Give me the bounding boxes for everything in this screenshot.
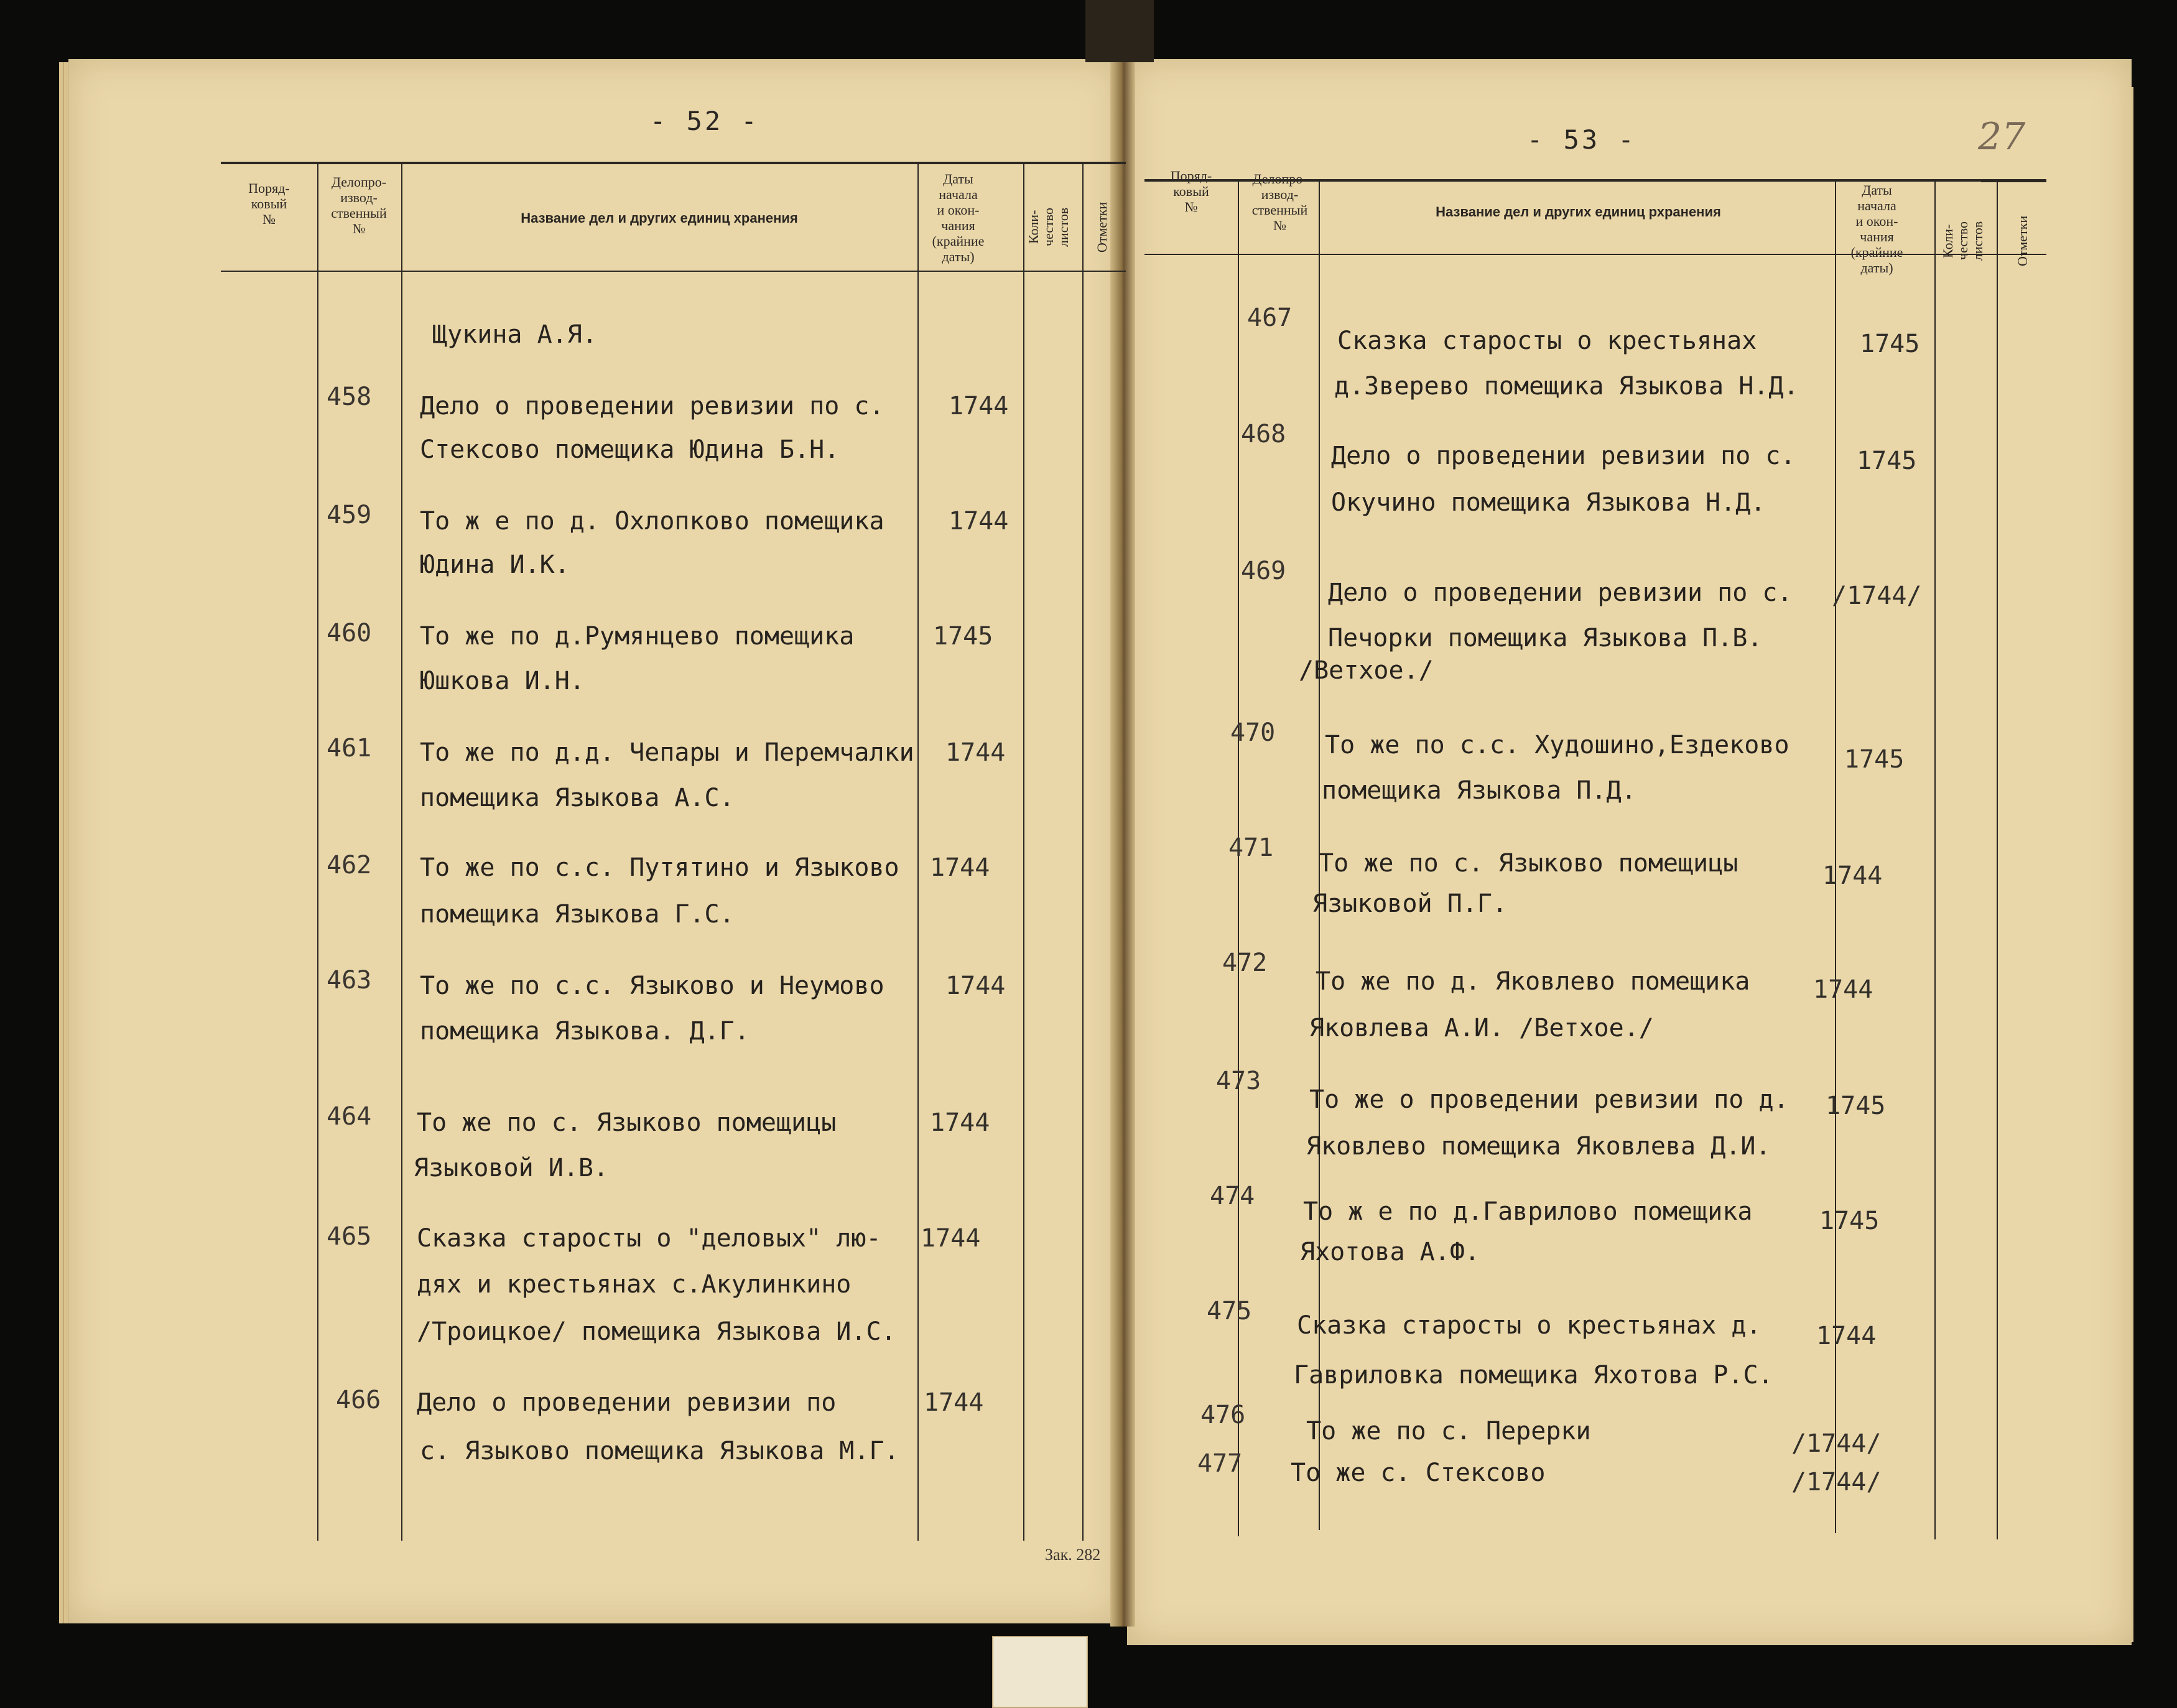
entry-number: 459 <box>327 501 372 529</box>
entry-line: Щукина А.Я. <box>432 320 597 349</box>
entry-line: Стексово помещика Юдина Б.Н. <box>420 435 840 464</box>
entry-number: 463 <box>327 966 372 995</box>
right-col-dates: Даты начала и окон- чания (крайние даты) <box>1850 182 1903 276</box>
entry-line: Яхотова А.Ф. <box>1300 1238 1480 1266</box>
right-divider-5 <box>1997 180 1998 1539</box>
entry-line: То же по с. Языково помещицы <box>1319 849 1738 878</box>
folio-number: 27 <box>1978 115 2026 159</box>
entry-line: То ж е по д.Гаврилово помещика <box>1303 1197 1753 1226</box>
entry-year: 1745 <box>1857 447 1917 475</box>
entry-line: Печорки помещика Языкова П.В. <box>1328 624 1763 652</box>
entry-line: Дело о проведении ревизии по с. <box>1328 578 1793 607</box>
entry-line: То же по с.с. Худошино,Ездеково <box>1325 731 1789 759</box>
entry-year: 1745 <box>1860 330 1920 358</box>
entry-line: То ж е по д. Охлопково помещика <box>420 507 884 536</box>
entry-year: /1744/ <box>1791 1429 1882 1458</box>
entry-line: Гавриловка помещика Яхотова Р.С. <box>1294 1361 1773 1390</box>
entry-year: 1744 <box>949 507 1009 536</box>
right-header-top-rule-end <box>1981 180 2046 182</box>
entry-line: То же о проведении ревизии по д. <box>1309 1085 1789 1114</box>
right-col-notes: Отметки <box>2015 215 2030 267</box>
entry-line: Сказка старосты о "деловых" лю- <box>417 1224 881 1253</box>
entry-number: 461 <box>327 734 372 763</box>
entry-year: 1745 <box>1819 1207 1880 1235</box>
left-page-number: - 52 - <box>650 106 759 136</box>
entry-year: 1744 <box>949 392 1009 420</box>
entry-line: Юдина И.К. <box>420 550 570 579</box>
entry-line: Языковой И.В. <box>414 1154 609 1182</box>
entry-number: 469 <box>1241 557 1286 585</box>
entry-line: Дело о проведении ревизии по <box>417 1388 837 1417</box>
left-col-dates: Даты начала и окон- чания (крайние даты) <box>932 171 985 264</box>
entry-number: 467 <box>1247 304 1293 332</box>
entry-year: /1744/ <box>1791 1468 1882 1497</box>
left-divider-5 <box>1082 163 1084 1541</box>
left-header-top-rule <box>221 162 1126 164</box>
paper-tab <box>992 1636 1088 1708</box>
left-col-office-no: Делопро- извод- ственный № <box>331 174 387 236</box>
entry-number: 460 <box>327 619 372 647</box>
entry-line: То же по с.с. Путятино и Языково <box>420 853 899 882</box>
entry-line: Языковой П.Г. <box>1312 889 1508 918</box>
entry-number: 458 <box>327 383 372 411</box>
left-col-order-no: Поряд- ковый № <box>248 180 290 227</box>
entry-number: 470 <box>1230 718 1276 747</box>
entry-year: /1744/ <box>1832 582 1922 610</box>
entry-line: То же по д.д. Чепары и Перемчалки <box>420 738 914 767</box>
entry-year: 1745 <box>1826 1092 1886 1120</box>
left-divider-4 <box>1023 163 1024 1541</box>
entry-line: Юшкова И.Н. <box>420 667 585 695</box>
entry-year: 1744 <box>1816 1322 1877 1350</box>
entry-line: помещика Языкова А.С. <box>420 784 735 812</box>
left-col-sheets: Коли- чество листов <box>1026 207 1071 247</box>
left-header-bottom-rule <box>221 271 1126 272</box>
right-divider-4 <box>1934 180 1936 1539</box>
entry-number: 462 <box>327 851 372 880</box>
entry-number: 474 <box>1210 1182 1255 1210</box>
entry-line: То же по с.с. Языково и Неумово <box>420 972 884 1000</box>
right-col-title: Название дел и других единиц рхранения <box>1436 204 1721 220</box>
entry-line: Сказка старосты о крестьянах <box>1337 327 1757 355</box>
binding-clip <box>1085 0 1154 62</box>
entry-year: 1744 <box>945 738 1006 767</box>
entry-number: 468 <box>1241 420 1286 448</box>
right-col-order-no: Поряд- ковый № <box>1170 168 1212 215</box>
entry-number: 473 <box>1216 1067 1261 1095</box>
right-page-number: - 53 - <box>1527 124 1636 155</box>
entry-year: 1744 <box>924 1388 984 1417</box>
entry-line: То же по с. Языково помещицы <box>417 1108 837 1137</box>
entry-number: 477 <box>1197 1449 1243 1478</box>
entry-line: Окучино помещика Языкова Н.Д. <box>1331 488 1766 517</box>
entry-line: Дело о проведении ревизии по с. <box>1331 442 1796 470</box>
entry-year: 1744 <box>1813 975 1873 1004</box>
entry-year: 1744 <box>1822 861 1883 890</box>
entry-line: Дело о проведении ревизии по с. <box>420 392 884 420</box>
left-divider-3 <box>917 163 919 1541</box>
entry-line: помещика Языкова П.Д. <box>1322 776 1636 805</box>
book-gutter <box>1110 59 1135 1627</box>
entry-number: 476 <box>1200 1401 1246 1429</box>
entry-line: То же по с. Перерки <box>1306 1417 1591 1446</box>
entry-number: 475 <box>1207 1297 1252 1325</box>
left-divider-1 <box>317 163 318 1541</box>
entry-line: Яковлево помещика Яковлева Д.И. <box>1306 1132 1771 1161</box>
entry-line: Яковлева А.И. /Ветхое./ <box>1309 1014 1654 1042</box>
entry-number: 464 <box>327 1102 372 1131</box>
entry-year: 1744 <box>930 853 990 882</box>
entry-number: 472 <box>1222 949 1268 977</box>
entry-number: 466 <box>336 1386 381 1414</box>
entry-line: дях и крестьянах с.Акулинкино <box>417 1270 852 1299</box>
left-divider-2 <box>401 163 402 1541</box>
right-col-office-no: Делопро- извод- ственный № <box>1251 171 1308 233</box>
entry-line: д.Зверево помещика Языкова Н.Д. <box>1334 372 1799 401</box>
entry-line: Сказка старосты о крестьянах д. <box>1297 1311 1762 1340</box>
entry-line: помещика Языкова Г.С. <box>420 900 735 929</box>
entry-year: 1744 <box>945 972 1006 1000</box>
right-col-sheets: Коли- чество листов <box>1940 221 1985 261</box>
entry-line: с. Языково помещика Языкова М.Г. <box>420 1437 899 1465</box>
entry-line: То же по д. Яковлево помещика <box>1316 967 1750 996</box>
left-col-title: Название дел и других единиц хранения <box>521 210 798 226</box>
order-footer: Зак. 282 <box>1045 1546 1101 1564</box>
entry-year: 1744 <box>930 1108 990 1137</box>
entry-year: 1745 <box>933 622 993 651</box>
entry-line: То же по д.Румянцево помещика <box>420 622 855 651</box>
entry-line: То же с. Стексово <box>1291 1459 1546 1487</box>
entry-line: помещика Языкова. Д.Г. <box>420 1017 750 1046</box>
entry-number: 465 <box>327 1222 372 1251</box>
entry-line: /Ветхое./ <box>1299 656 1434 685</box>
left-col-notes: Отметки <box>1094 202 1110 253</box>
entry-line: /Троицкое/ помещика Языкова И.С. <box>417 1317 896 1346</box>
entry-number: 471 <box>1228 833 1274 862</box>
entry-year: 1745 <box>1844 745 1905 774</box>
entry-year: 1744 <box>921 1224 981 1253</box>
